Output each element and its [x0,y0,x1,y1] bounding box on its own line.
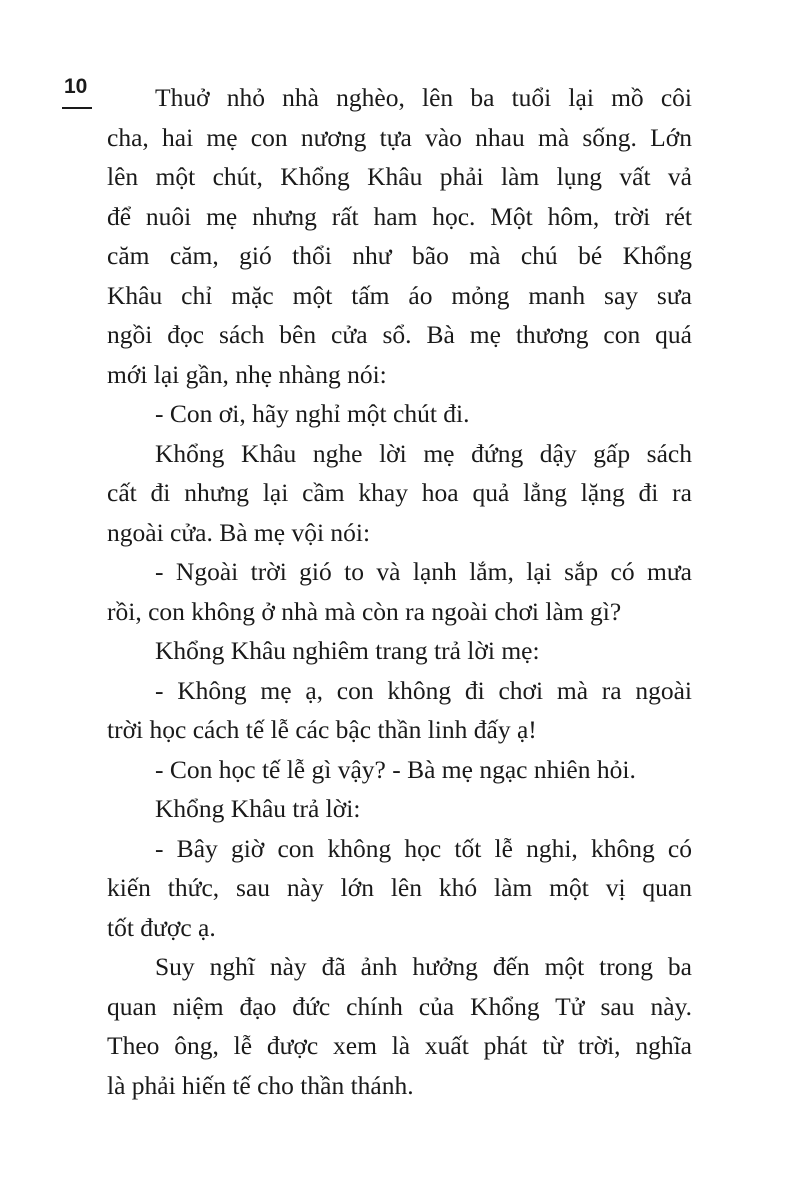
text-line: là phải hiến tế cho thần thánh. [107,1070,414,1100]
text-line: trời học cách tế lễ các bậc thần linh đấy ạ! [107,715,537,744]
text-line: Theo ông, lễ được xem là xuất phát từ trời, nghĩa [107,1031,692,1060]
text-line: Khổng Khâu nghiêm trang trả lời mẹ: [155,636,540,665]
text-line: - Bây giờ con không học tốt lễ nghi, không có [155,833,692,863]
text-line: Thuở nhỏ nhà nghèo, lên ba tuổi lại mồ côi [155,83,692,112]
text-line: căm căm, gió thổi như bão mà chú bé Khổng [107,241,692,270]
text-line: Khổng Khâu nghe lời mẹ đứng dậy gấp sách [155,438,692,468]
text-line: lên một chút, Khổng Khâu phải làm lụng vất vả [107,162,692,191]
text-line: - Không mẹ ạ, con không đi chơi mà ra ngoài [155,675,692,705]
text-line: cha, hai mẹ con nương tựa vào nhau mà sống. Lớn [107,122,692,152]
text-line: tốt được ạ. [107,912,216,942]
text-line: ngoài cửa. Bà mẹ vội nói: [107,517,371,547]
text-line: quan niệm đạo đức chính của Khổng Tử sau này. [107,991,692,1021]
body-text [107,78,692,1105]
text-line: mới lại gần, nhẹ nhàng nói: [107,359,387,389]
text-line: - Con ơi, hãy nghỉ một chút đi. [155,399,470,428]
text-line: cất đi nhưng lại cầm khay hoa quả lẳng lặng đi ra [107,478,692,507]
text-line: - Ngoài trời gió to và lạnh lắm, lại sắp có mưa [155,557,692,586]
text-line: ngồi đọc sách bên cửa sổ. Bà mẹ thương con quá [107,320,692,349]
text-line: rồi, con không ở nhà mà còn ra ngoài chơi làm gì? [107,596,622,626]
text-line: Khổng Khâu trả lời: [155,794,361,823]
page-number: 10 [64,75,88,98]
text-line: để nuôi mẹ nhưng rất ham học. Một hôm, trời rét [107,201,692,231]
text-line: Suy nghĩ này đã ảnh hưởng đến một trong ba [155,952,692,981]
text-line: - Con học tế lễ gì vậy? - Bà mẹ ngạc nhiên hỏi. [155,754,636,784]
text-line: Khâu chỉ mặc một tấm áo mỏng manh say sưa [107,280,692,310]
page-number-underline [62,107,92,109]
text-line: kiến thức, sau này lớn lên khó làm một vị quan [107,873,692,902]
